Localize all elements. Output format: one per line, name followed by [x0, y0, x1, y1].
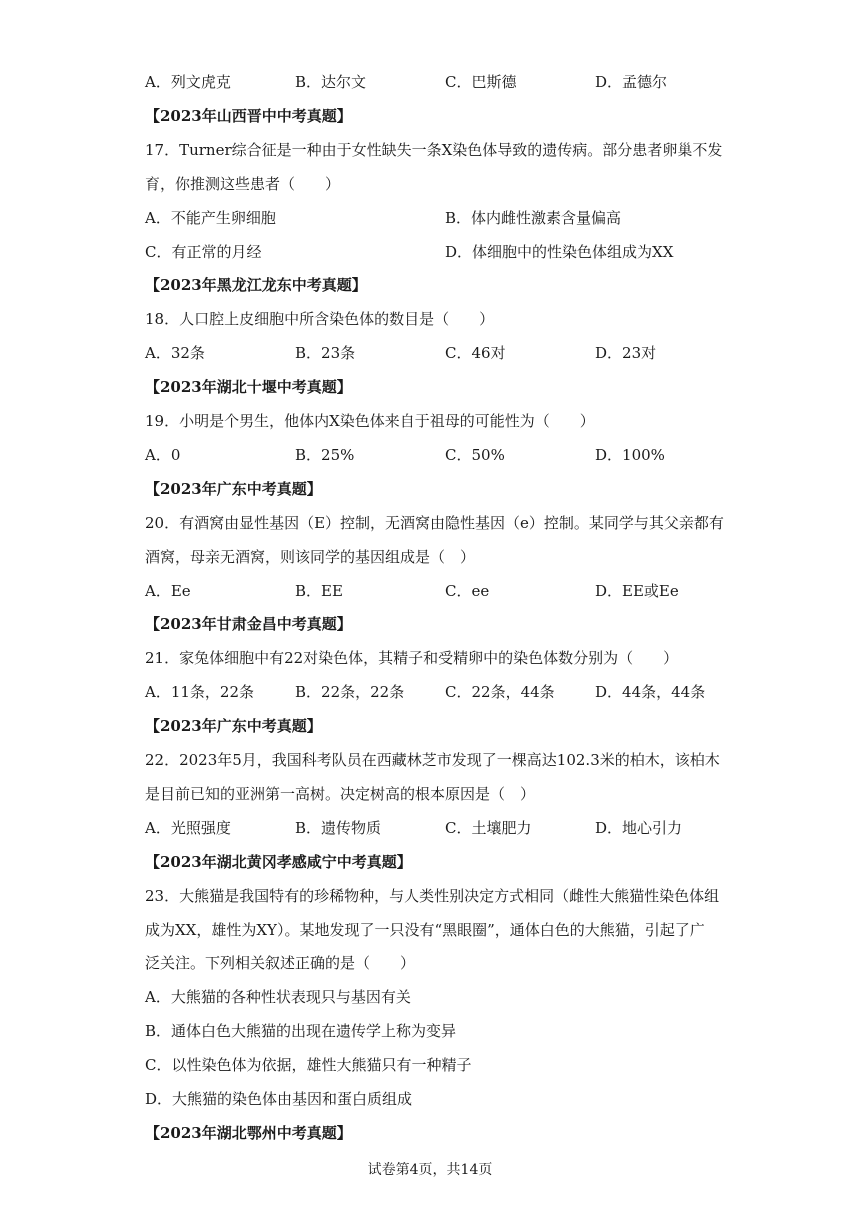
question-text: 育，你推测这些患者（ ） — [145, 175, 341, 193]
answer-option: A．不能产生卵细胞 — [145, 209, 276, 227]
question-source: 【2023年湖北十堰中考真题】 — [145, 378, 352, 396]
answer-option: D．100% — [595, 446, 665, 464]
answer-option: B．体内雌性激素含量偏高 — [445, 209, 622, 227]
question-text: 22．2023年5月，我国科考队员在西藏林芝市发现了一棵高达102.3米的柏木，该柏木 — [145, 751, 720, 769]
answer-option: C．22条，44条 — [445, 683, 555, 701]
question-text: D．大熊猫的染色体由基因和蛋白质组成 — [145, 1090, 413, 1108]
page-footer: 试卷第4页，共14页 — [367, 1162, 493, 1178]
question-text: 酒窝，母亲无酒窝，则该同学的基因组成是（ ） — [145, 548, 476, 566]
answer-option: B．25% — [295, 446, 355, 464]
answer-option: A．32条 — [145, 344, 205, 362]
answer-option: A．11条，22条 — [145, 683, 255, 701]
question-text: 21．家兔体细胞中有22对染色体，其精子和受精卵中的染色体数分别为（ ） — [145, 649, 679, 667]
answer-option: A．列文虎克 — [145, 73, 231, 91]
answer-option: A．0 — [145, 446, 181, 464]
answer-option: A．光照强度 — [145, 819, 231, 837]
question-text: 18．人口腔上皮细胞中所含染色体的数目是（ ） — [145, 310, 495, 328]
question-source: 【2023年广东中考真题】 — [145, 717, 322, 735]
answer-option: B．22条，22条 — [295, 683, 405, 701]
question-text: 17．Turner综合征是一种由于女性缺失一条X染色体导致的遗传病。部分患者卵巢不发 — [145, 141, 723, 159]
question-source: 【2023年湖北黄冈孝感咸宁中考真题】 — [145, 853, 412, 871]
answer-option: C．土壤肥力 — [445, 819, 532, 837]
answer-option: B．23条 — [295, 344, 356, 362]
answer-option: D．孟德尔 — [595, 73, 668, 91]
question-text: 20．有酒窝由显性基因（E）控制，无酒窝由隐性基因（e）控制。某同学与其父亲都有 — [145, 514, 724, 532]
question-text: 19．小明是个男生，他体内X染色体来自于祖母的可能性为（ ） — [145, 412, 595, 430]
question-source: 【2023年甘肃金昌中考真题】 — [145, 615, 352, 633]
answer-option: C．ee — [445, 582, 490, 600]
question-source: 【2023年黑龙江龙东中考真题】 — [145, 276, 367, 294]
question-source: 【2023年山西晋中中考真题】 — [145, 107, 352, 125]
question-text: 成为XX，雄性为XY）。某地发现了一只没有“黑眼圈”，通体白色的大熊猫，引起了广 — [145, 921, 705, 939]
answer-option: C．50% — [445, 446, 505, 464]
answer-option: B．EE — [295, 582, 343, 600]
answer-option: B．达尔文 — [295, 73, 367, 91]
answer-option: D．23对 — [595, 344, 657, 362]
question-source: 【2023年广东中考真题】 — [145, 480, 322, 498]
answer-option: C．有正常的月经 — [145, 243, 262, 261]
answer-option: A．Ee — [145, 582, 191, 600]
question-text: 泛关注。下列相关叙述正确的是（ ） — [145, 954, 416, 972]
question-source: 【2023年湖北鄂州中考真题】 — [145, 1124, 352, 1142]
answer-option: D．体细胞中的性染色体组成为XX — [445, 243, 674, 261]
answer-option: C．巴斯德 — [445, 73, 517, 91]
answer-option: D．44条，44条 — [595, 683, 706, 701]
question-text: C．以性染色体为依据，雄性大熊猫只有一种精子 — [145, 1056, 472, 1074]
answer-option: C．46对 — [445, 344, 506, 362]
answer-option: B．遗传物质 — [295, 819, 382, 837]
question-text: 23．大熊猫是我国特有的珍稀物种，与人类性别决定方式相同（雌性大熊猫性染色体组 — [145, 887, 720, 905]
question-text: B．通体白色大熊猫的出现在遗传学上称为变异 — [145, 1022, 457, 1040]
question-text: 是目前已知的亚洲第一高树。决定树高的根本原因是（ ） — [145, 785, 536, 803]
question-text: A．大熊猫的各种性状表现只与基因有关 — [145, 988, 411, 1006]
answer-option: D．地心引力 — [595, 819, 683, 837]
answer-option: D．EE或Ee — [595, 582, 679, 600]
